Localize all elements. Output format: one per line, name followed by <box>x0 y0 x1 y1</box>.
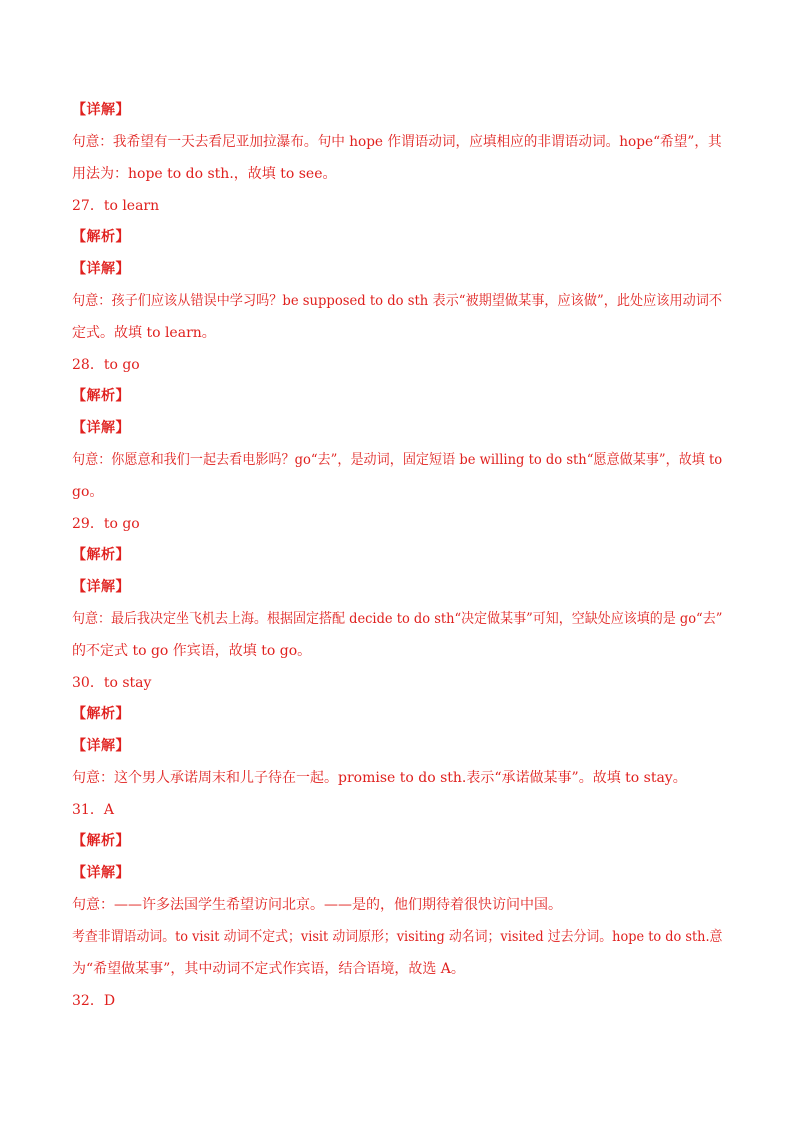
explanation-text: 考查非谓语动词。to visit 动词不定式；visit 动词原形；visiting 动名词；visited 过去分词。hope to do sth.意 <box>72 929 723 945</box>
explanation-text: 句意：我希望有一天去看尼亚加拉瀑布。句中 hope 作谓语动词，应填相应的非谓语动词。hope“希望”，其 <box>72 134 722 150</box>
explanation-text: 的不定式 to go 作宾语，故填 to go。 <box>72 643 312 659</box>
explanation-text: 句意：这个男人承诺周末和儿子待在一起。promise to do sth.表示“承诺做某事”。故填 to stay。 <box>72 770 687 786</box>
explanation-text: 定式。故填 to learn。 <box>72 325 216 341</box>
explanation-text: 为“希望做某事”，其中动词不定式作宾语，结合语境，故选 A。 <box>72 961 465 977</box>
explanation-text: 句意：——许多法国学生希望访问北京。——是的，他们期待着很快访问中国。 <box>72 897 562 913</box>
explanation-text: 句意：孩子们应该从错误中学习吗？be supposed to do sth 表示“被期望做某事，应该做”，此处应该用动词不 <box>72 293 723 309</box>
section-tag: 【详解】 <box>72 865 130 881</box>
section-tag: 【详解】 <box>72 420 130 436</box>
answer-line: 27．to learn <box>72 198 160 214</box>
section-tag: 【解析】 <box>72 833 130 849</box>
explanation-text: 用法为：hope to do sth.，故填 to see。 <box>72 166 337 182</box>
section-tag: 【解析】 <box>72 229 130 245</box>
section-tag: 【详解】 <box>72 102 130 118</box>
explanation-text: go。 <box>72 484 104 500</box>
answer-line: 29．to go <box>72 516 140 532</box>
section-tag: 【解析】 <box>72 706 130 722</box>
section-tag: 【详解】 <box>72 738 130 754</box>
answer-line: 28．to go <box>72 357 140 373</box>
answer-line: 30．to stay <box>72 675 152 691</box>
section-tag: 【解析】 <box>72 547 130 563</box>
section-tag: 【详解】 <box>72 579 130 595</box>
answer-line: 31．A <box>72 802 114 818</box>
answer-line: 32．D <box>72 993 116 1009</box>
section-tag: 【详解】 <box>72 261 130 277</box>
explanation-text: 句意：你愿意和我们一起去看电影吗？go“去”，是动词，固定短语 be willing to do sth“愿意做某事”，故填 to <box>72 452 723 468</box>
explanation-text: 句意：最后我决定坐飞机去上海。根据固定搭配 decide to do sth“决定做某事”可知，空缺处应该填的是 go“去” <box>72 611 723 627</box>
section-tag: 【解析】 <box>72 388 130 404</box>
